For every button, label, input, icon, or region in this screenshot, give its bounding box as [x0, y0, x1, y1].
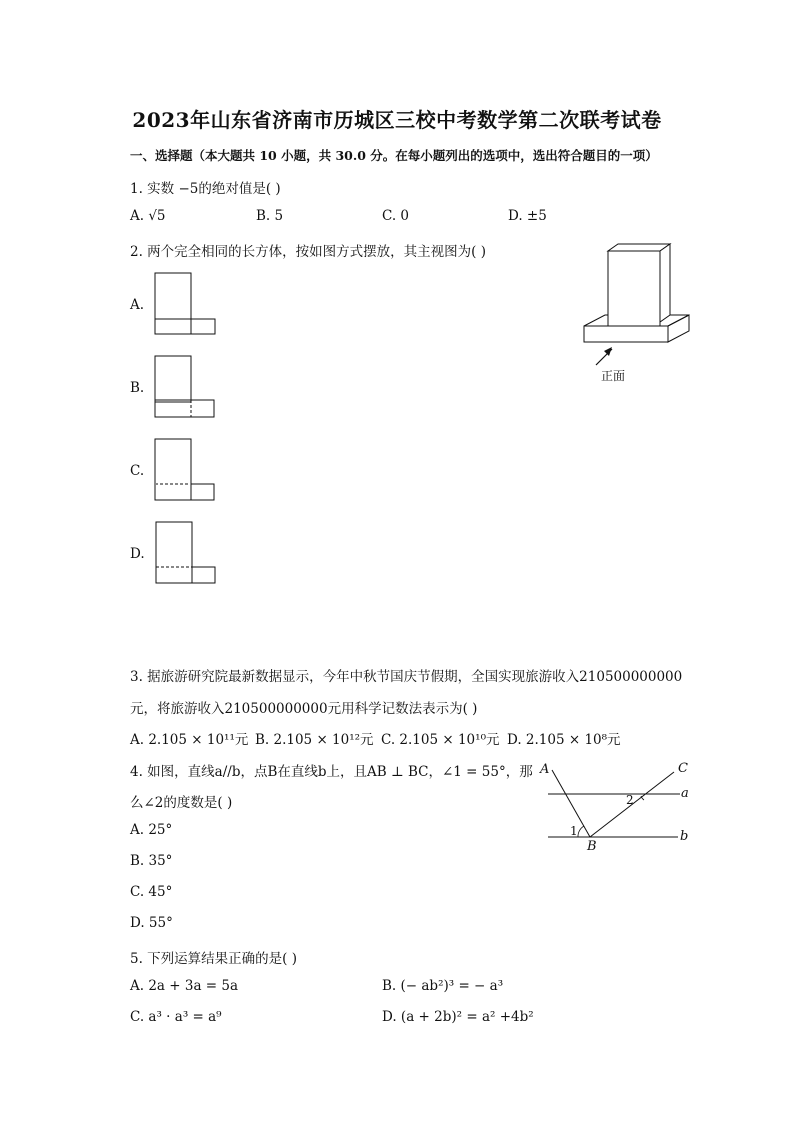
q2-option-a-figure — [154, 272, 218, 336]
q4-stem-line1: 4. 如图，直线a//b，点B在直线b上，且AB ⊥ BC，∠1 = 55°，那 — [130, 764, 533, 780]
q1-option-a: A. √5 — [130, 208, 166, 224]
q1-stem: 1. 实数 −5的绝对值是( ) — [130, 181, 281, 197]
q4-label-b-point: B — [587, 839, 597, 854]
q4-label-angle-1: 1 — [570, 824, 578, 838]
q4-geometry-figure — [540, 760, 696, 856]
page-title: 2023年山东省济南市历城区三校中考数学第二次联考试卷 — [132, 108, 662, 132]
q5-option-d: D. (a + 2b)² = a² +4b² — [382, 1009, 534, 1025]
q4-label-angle-2: 2 — [626, 793, 634, 807]
q3-stem-line1: 3. 据旅游研究院最新数据显示，今年中秋节国庆节假期，全国实现旅游收入210500000000 — [130, 669, 683, 685]
q2-3d-figure — [582, 243, 694, 373]
q4-label-line-a: a — [681, 786, 689, 801]
q4-option-c: C. 45° — [130, 884, 173, 900]
q5-stem: 5. 下列运算结果正确的是( ) — [130, 951, 297, 967]
q5-option-b: B. (− ab²)³ = − a³ — [382, 978, 504, 994]
q5-option-a: A. 2a + 3a = 5a — [130, 978, 239, 994]
arrow-icon — [604, 347, 612, 356]
q2-option-c-figure — [154, 438, 218, 502]
section-heading: 一、选择题（本大题共 10 小题，共 30.0 分。在每小题列出的选项中，选出符合题目的一项） — [130, 148, 658, 163]
q4-label-c-point: C — [678, 761, 688, 776]
q3-option-b: B. 2.105 × 10¹²元 — [255, 732, 374, 748]
q2-option-a-label: A. — [130, 297, 145, 313]
q1-option-b: B. 5 — [256, 208, 284, 224]
q3-option-d: D. 2.105 × 10⁸元 — [507, 732, 621, 748]
q4-label-line-b: b — [680, 829, 689, 844]
q3-stem-line2: 元，将旅游收入210500000000元用科学记数法表示为( ) — [130, 701, 478, 717]
q4-stem-line2: 么∠2的度数是( ) — [130, 795, 233, 811]
q2-option-c-label: C. — [130, 463, 145, 479]
q2-option-b-label: B. — [130, 380, 145, 396]
q1-option-d: D. ±5 — [508, 208, 547, 224]
q5-option-c: C. a³ · a³ = a⁹ — [130, 1009, 222, 1025]
q2-stem: 2. 两个完全相同的长方体，按如图方式摆放，其主视图为( ) — [130, 244, 486, 260]
q4-option-a: A. 25° — [130, 822, 173, 838]
q3-option-a: A. 2.105 × 10¹¹元 — [130, 732, 249, 748]
q1-option-c: C. 0 — [382, 208, 410, 224]
q4-option-b: B. 35° — [130, 853, 173, 869]
q2-option-d-label: D. — [130, 546, 145, 562]
q4-option-d: D. 55° — [130, 915, 173, 931]
q2-option-d-figure — [155, 521, 219, 585]
q4-label-a-point: A — [540, 762, 550, 777]
q3-option-c: C. 2.105 × 10¹⁰元 — [381, 732, 500, 748]
q2-option-b-figure — [154, 355, 218, 419]
q2-figure-caption: 正面 — [601, 369, 626, 383]
